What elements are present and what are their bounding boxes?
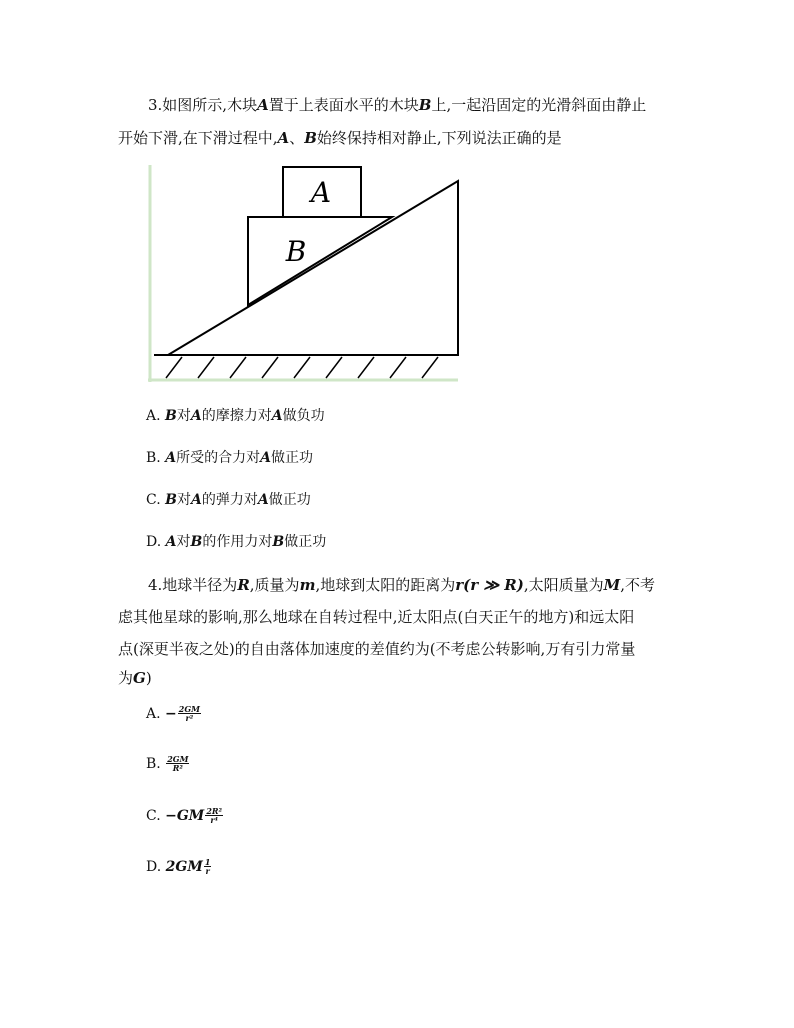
fraction: $\frac{\text{2R²}}{\text{r⁴}}$ bbox=[206, 806, 223, 826]
ground-hatching bbox=[166, 357, 438, 378]
fraction: $\frac{1}{r}$ bbox=[204, 857, 211, 877]
q4-option-D[interactable]: D. 2GM $\frac{1}{r}$ bbox=[146, 857, 211, 877]
q3-line1 bbox=[148, 94, 646, 115]
var-A: A bbox=[277, 129, 290, 147]
q3-text: 、 bbox=[289, 129, 305, 147]
q3-text: 上,一起沿固定的光滑斜面由静止 bbox=[431, 96, 647, 114]
q4-option-B[interactable]: B. $\frac{2GM}{\text{R²}}$ bbox=[146, 754, 189, 774]
block-B bbox=[248, 217, 392, 305]
q3-line2 bbox=[118, 127, 562, 148]
q4-line4: 为G) bbox=[118, 669, 152, 687]
q4-line3: 点(深更半夜之处)的自由落体加速度的差值约为(不考虑公转影响,万有引力常量 bbox=[118, 640, 636, 658]
q3-option-D[interactable]: D. A对B的作用力对B做正功 bbox=[146, 534, 327, 550]
var-A: A bbox=[257, 96, 269, 114]
q3-text: 始终保持相对静止,下列说法正确的是 bbox=[316, 129, 562, 147]
q3-option-A[interactable]: A. B对A的摩擦力对A做负功 bbox=[146, 408, 325, 424]
q3-option-C[interactable]: C. B对A的弹力对A做正功 bbox=[146, 492, 311, 508]
q3-text: 开始下滑,在下滑过程中, bbox=[118, 129, 278, 147]
q4-option-A[interactable]: A. − $\frac{2GM}{\text{r²}}$ bbox=[146, 704, 201, 724]
q4-option-C[interactable]: C. −GM $\frac{\text{2R²}}{\text{r⁴}}$ bbox=[146, 806, 223, 826]
label-block-B: B bbox=[285, 235, 307, 268]
q3-text: 置于上表面水平的木块 bbox=[268, 96, 419, 114]
q3-option-B[interactable]: B. A所受的合力对A做正功 bbox=[146, 450, 313, 466]
var-B: B bbox=[418, 96, 432, 114]
var-B: B bbox=[304, 129, 317, 147]
q3-text: 3.如图所示,木块 bbox=[148, 96, 258, 114]
q4-line1: 4.地球半径为R,质量为m,地球到太阳的距离为r(r ≫ R),太阳质量为M,不考 bbox=[148, 576, 656, 594]
fraction: $\frac{2GM}{\text{R²}}$ bbox=[167, 754, 189, 774]
label-block-A: A bbox=[310, 176, 332, 209]
incline-figure bbox=[140, 160, 470, 385]
fraction: $\frac{2GM}{\text{r²}}$ bbox=[178, 704, 201, 724]
q4-line2: 虑其他星球的影响,那么地球在自转过程中,近太阳点(白天正午的地方)和远太阳 bbox=[118, 608, 635, 626]
